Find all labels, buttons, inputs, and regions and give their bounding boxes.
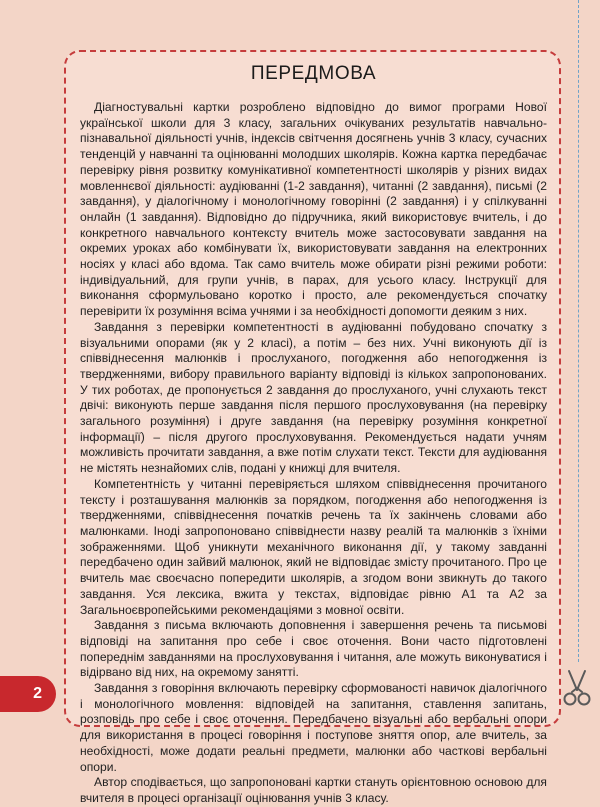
- paragraph-writing: Завдання з письма включають доповнення і завершення речень та письмові відповіді на запитання про себе і своє оточення. Вони часто підготовлені попереднім завданнями на прослуховування і читання, але можуть виконуватися і відірвано від них, на окремому занятті.: [80, 618, 547, 680]
- scissors-icon: [561, 668, 593, 708]
- preface-panel: [64, 50, 561, 805]
- page-number: 2: [0, 676, 56, 712]
- paragraph-reading: Компетентність у читанні перевіряється шляхом співвіднесення прочитаного тексту і розташування малюнків за порядком, погодження або непогодження із твердженнями, співвіднесення початків речень та їх закінчень словами або малюнками. Іноді запропоновано співвіднести назву реалій та малюнків з їхніми зображеннями. Щоб уникнути механічного виконання дії, у такому завданні передбачено один зайвий малюнок, який не відповідає змісту прочитаного. Про це вчитель має своєчасно попередити школярів, а згодом вони звикнуть до такого завдання. Уся лексика, вжита у текстах, відповідає рівню А1 та А2 за Загальноєвропейськими рекомендаціями з мовної освіти.: [80, 476, 547, 617]
- paragraph-speaking: Завдання з говоріння включають перевірку сформованості навичок діалогічного і монологічного мовлення: відповідей на запитання, ставлення запитань, розповідь про себе і своє оточення. Передбачено візуальні або вербальні опори для використання в процесі говоріння і поступове зняття опор, але вчитель, за необхідності, може додати реальні предмети, малюнки або часткові вербальні опори.: [80, 681, 547, 774]
- paragraph-intro: Діагностувальні картки розроблено відповідно до вимог програми Нової української школи для 3 класу, загальних очікуваних результатів навчально-пізнавальної діяльності учнів, індексів світчення досягнень учнів 3 класу, сучасних тенденцій у навчанні та оцінюванні молодших школярів. Кожна картка передбачає перевірку рівня розвитку комунікативної компетентності школярів у різних видах мовленнєвої діяльності: аудіюванні (1-2 завдання), читанні (2 завдання), письмі (2 завдання), у діалогічному і монологічному говорінні (2 завдання) і у спілкуванні онлайн (1 завдання). Відповідно до підручника, який використовує вчитель, і до конкретного навчального контексту вчитель може застосовувати завдання на окремих уроках або комбінувати їх, використовувати завдання на електронних носіях у класі або вдома. Так само вчитель може обирати різні режими роботи: індивідуальний, для групи учнів, в парах, для усього класу. Інструкції для виконання сформульовано коротко і просто, але рекомендується спочатку перевірити їх розуміння всіма учнями і за необхідності допомогти деяким з них.: [80, 100, 547, 319]
- page-title: ПЕРЕДМОВА: [250, 63, 377, 84]
- paragraph-conclusion: Автор сподівається, що запропоновані картки стануть орієнтовною основою для вчителя в процесі організації оцінювання учнів 3 класу.: [80, 775, 547, 805]
- paragraph-listening: Завдання з перевірки компетентності в аудіюванні побудовано спочатку з візуальними опорами (як у 2 класі), а потім – без них. Учні виконують дії із співвіднесення малюнків і прослуханого, погодження або непогодження із твердженнями, вибору правильного варіанту відповіді із кількох запропонованих. У тих роботах, де пропонується 2 завдання до прослуханого, учні слухають текст двічі: виконують перше завдання після першого прослуховування (на перевірку загального розуміння) і друге завдання (на перевірку розуміння конкретної інформації) – після другого прослуховування. Рекомендується надати учням можливість прочитати завдання, а вже потім слухати текст. Тексти для аудіювання не містять незнайомих слів, подані у книжці для вчителя.: [80, 319, 547, 476]
- cut-line: [578, 0, 579, 662]
